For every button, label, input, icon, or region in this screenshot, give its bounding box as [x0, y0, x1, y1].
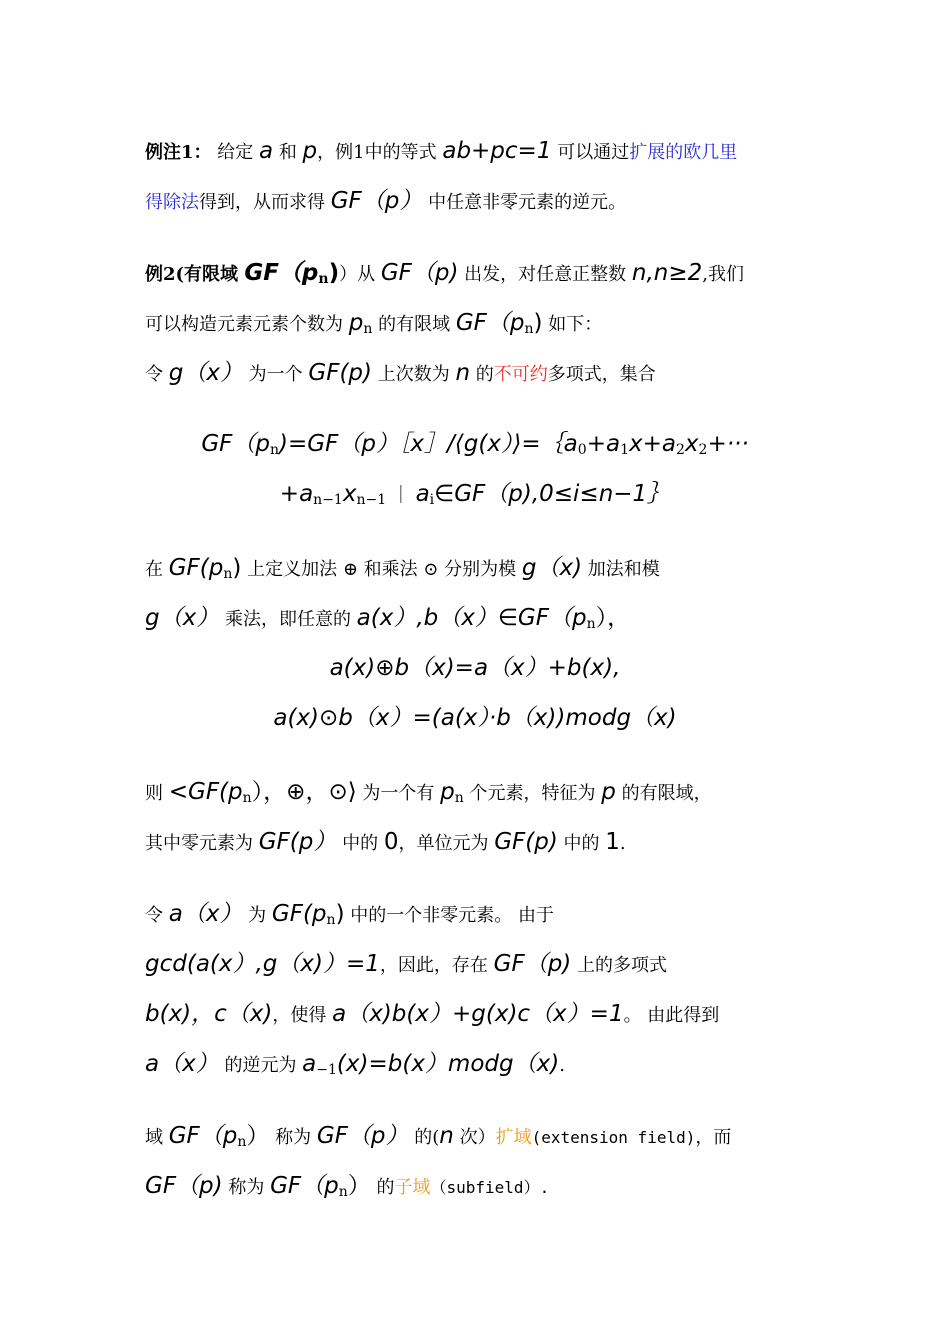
text-segment: 多项式，集合	[547, 364, 656, 385]
text-segment: p	[440, 779, 455, 805]
text-segment: 可以通过	[551, 142, 630, 163]
text-segment: 。 由此得到	[623, 1005, 720, 1026]
text-segment: 的有限域	[372, 314, 456, 335]
text-segment: n−1	[313, 492, 343, 508]
text-segment: 的	[370, 1177, 395, 1198]
text-segment: n	[237, 1134, 247, 1150]
text-segment: 域	[145, 1127, 169, 1148]
text-segment: ）	[246, 1123, 270, 1149]
text-segment: GF（p	[270, 1173, 339, 1199]
text-line-13	[0, 822, 950, 862]
text-segment: x	[342, 481, 357, 507]
text-segment: 为	[242, 905, 272, 926]
text-segment: 其中零元素为	[145, 833, 259, 854]
text-segment: (x)=b(x）modg（x)	[336, 1051, 560, 1077]
text-line-1	[0, 131, 950, 171]
text-segment: .	[619, 833, 626, 854]
text-line-8	[0, 548, 950, 588]
text-line-16	[0, 994, 950, 1034]
text-segment: 上的多项式	[571, 955, 667, 976]
text-segment: n	[363, 321, 373, 337]
text-segment: +a	[586, 431, 621, 457]
text-segment: (extension field)	[531, 1128, 696, 1147]
text-segment: n	[223, 566, 233, 582]
text-segment: g（x)	[521, 555, 583, 581]
text-segment: 扩展的欧几里	[629, 142, 738, 163]
text-segment: 为一个有	[356, 783, 441, 804]
text-segment: g（x）	[145, 605, 220, 631]
text-segment: 得到，从而求得	[199, 192, 331, 213]
text-segment: GF（p	[168, 1123, 238, 1149]
text-segment: −1	[316, 1062, 337, 1078]
text-line-15	[0, 944, 950, 984]
text-segment: 0	[577, 442, 587, 458]
text-segment: ，使得	[272, 1005, 333, 1026]
text-segment: ,我们	[702, 264, 744, 285]
text-segment: 中的	[557, 833, 606, 854]
text-segment: +···	[707, 431, 749, 457]
text-segment: 则	[145, 783, 169, 804]
text-segment: 如下：	[542, 314, 603, 335]
text-segment: 扩域	[495, 1127, 532, 1148]
text-segment: 可以构造元素元素个数为	[145, 314, 349, 335]
text-segment: 和	[273, 142, 303, 163]
text-segment: ）	[347, 1173, 371, 1199]
text-segment: .	[559, 1055, 565, 1076]
text-segment: a	[415, 481, 430, 507]
text-segment: GF（p）	[316, 1123, 409, 1149]
text-segment: GF(p	[271, 901, 327, 927]
text-segment: 个元素，特征为	[463, 783, 602, 804]
text-segment: 中的一个非零元素。 由于	[344, 905, 554, 926]
text-line-3	[0, 253, 950, 293]
text-line-7	[0, 474, 950, 514]
text-segment: p	[302, 138, 318, 164]
text-segment: 2	[698, 442, 708, 458]
text-segment: 令	[145, 364, 169, 385]
text-segment: 子域	[394, 1177, 431, 1198]
text-segment: )	[328, 260, 340, 286]
text-segment: 的(	[408, 1127, 440, 1148]
text-segment: GF（p)	[493, 951, 572, 977]
text-segment: 不可约	[493, 364, 548, 385]
text-segment: )	[335, 901, 345, 927]
text-segment: 称为	[269, 1127, 317, 1148]
text-segment: ∈GF（p),0≤i≤n−1｝	[434, 481, 671, 507]
text-segment: GF（p)	[145, 1173, 223, 1199]
text-line-2	[0, 181, 950, 221]
text-segment: 的有限域，	[615, 783, 712, 804]
text-line-12	[0, 772, 950, 812]
text-segment: a（x）	[168, 901, 243, 927]
text-segment: n	[586, 616, 596, 632]
text-segment: x	[684, 431, 699, 457]
text-segment: p	[348, 310, 364, 336]
text-segment: ，单位元为	[398, 833, 495, 854]
text-segment: a	[258, 138, 274, 164]
text-line-17	[0, 1044, 950, 1084]
text-segment: GF（p）	[330, 188, 423, 214]
text-segment: n,n≥2	[631, 260, 703, 286]
text-segment: GF(p）	[258, 829, 337, 855]
text-segment: ab+pc=1	[442, 138, 552, 164]
text-segment: 称为	[222, 1177, 271, 1198]
text-line-19	[0, 1166, 950, 1206]
text-segment: )=GF（p）［x］/⟨g(x）⟩=｛a	[279, 431, 578, 457]
text-segment: 在	[145, 559, 169, 580]
text-segment: a	[302, 1051, 317, 1077]
text-segment: 例注1：	[145, 142, 212, 163]
text-segment: 加法和模	[582, 559, 660, 580]
text-segment: 0	[383, 829, 399, 855]
text-segment: ，因此，存在	[379, 955, 494, 976]
text-line-6	[0, 424, 950, 464]
text-segment: 2	[675, 442, 685, 458]
text-segment: n	[439, 1123, 454, 1149]
text-segment: 中的	[336, 833, 384, 854]
text-segment: GF（p)	[380, 260, 459, 286]
text-segment: （subfield）.	[430, 1178, 550, 1197]
text-segment: GF(p)	[494, 829, 558, 855]
text-segment: 给定	[211, 142, 259, 163]
text-line-11	[0, 698, 950, 738]
text-segment: 乘法，即任意的	[219, 609, 357, 630]
text-segment: 1	[605, 829, 620, 855]
text-segment: n	[242, 790, 252, 806]
text-segment: GF(p	[168, 555, 224, 581]
text-segment: 次）	[453, 1127, 496, 1148]
text-segment: 令	[145, 905, 169, 926]
text-segment: n	[524, 321, 534, 337]
text-segment: 为一个	[242, 364, 309, 385]
text-line-18	[0, 1116, 950, 1156]
text-segment: ，例1中的等式	[317, 142, 443, 163]
text-line-9	[0, 598, 950, 638]
text-segment: n	[455, 360, 471, 386]
text-line-5	[0, 353, 950, 393]
text-segment: a(x）,b（x）∈GF（p	[356, 605, 587, 631]
text-segment: gcd(a(x）,g（x)）=1	[145, 951, 380, 977]
text-segment: n	[338, 1184, 348, 1200]
text-segment: 的逆元为	[218, 1055, 303, 1076]
text-segment: p	[601, 779, 616, 805]
text-segment: 的	[470, 364, 494, 385]
text-segment: a(x)⊕b（x)=a（x）+b(x),	[329, 655, 621, 681]
text-segment: i	[429, 492, 435, 508]
text-segment: 例2(有限域	[145, 264, 245, 285]
text-segment: x+a	[629, 431, 676, 457]
text-segment: GF（p	[201, 431, 270, 457]
text-segment: n	[269, 442, 280, 458]
text-segment: +a	[279, 481, 314, 507]
text-segment: ），	[595, 605, 631, 631]
text-segment: 上次数为	[372, 364, 456, 385]
text-segment: )	[533, 310, 543, 336]
text-segment: a(x)⊙b（x）=(a(x）·b（x))modg（x)	[273, 705, 677, 731]
text-segment: n	[326, 912, 336, 928]
text-segment: n	[318, 271, 329, 287]
text-segment: )	[232, 555, 242, 581]
text-segment: n−1	[356, 492, 387, 508]
text-segment: <GF(p	[168, 779, 243, 805]
text-segment: ）从	[339, 264, 381, 285]
text-segment: 出发，对任意正整数	[458, 264, 632, 285]
text-segment: a（x)b(x）+g(x)c（x）=1	[332, 1001, 624, 1027]
text-segment: GF（p	[455, 310, 525, 336]
text-segment: a（x）	[145, 1051, 219, 1077]
text-line-4	[0, 303, 950, 343]
text-segment: 1	[620, 442, 629, 458]
text-segment: g（x）	[168, 360, 243, 386]
text-segment: GF(p)	[308, 360, 373, 386]
text-segment: ｜	[386, 485, 416, 506]
text-segment: n	[454, 790, 464, 806]
text-segment: ），⊕，⊙⟩	[251, 779, 357, 805]
text-segment: 中任意非零元素的逆元。	[422, 192, 627, 213]
text-segment: ，而	[695, 1127, 732, 1148]
text-segment: 上定义加法 ⊕ 和乘法 ⊙ 分别为模	[241, 559, 522, 580]
text-line-14	[0, 894, 950, 934]
text-segment: GF（p	[244, 260, 319, 286]
text-line-10	[0, 648, 950, 688]
text-segment: 得除法	[145, 192, 199, 213]
text-segment: b(x)，c（x)	[145, 1001, 273, 1027]
